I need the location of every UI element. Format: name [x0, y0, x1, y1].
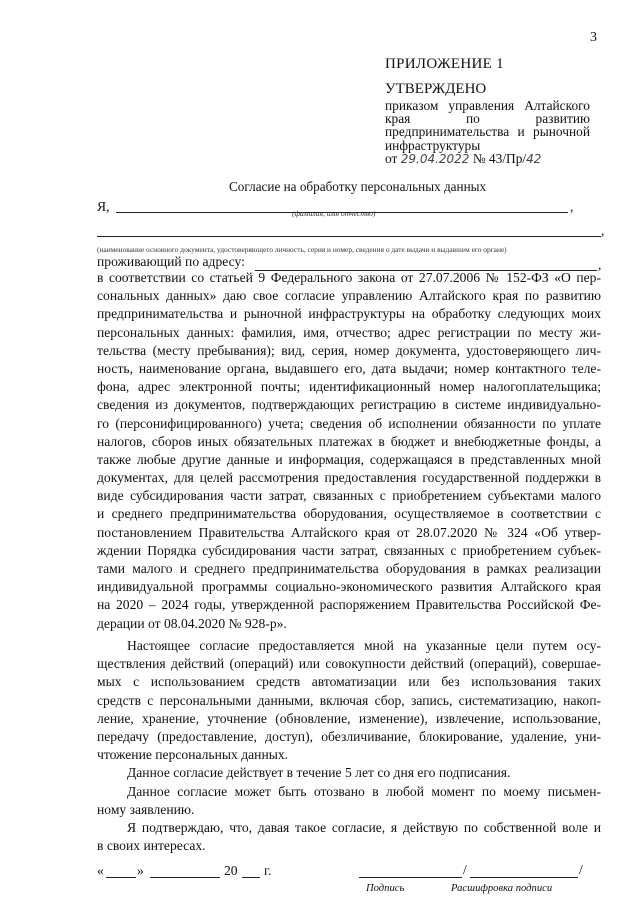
paragraph-line: налогов, сборов иных обязательных платежах в бюджет и внебюджетные фонды, а: [97, 433, 601, 449]
paragraph-line: фона, адрес электронной почты; идентификационный номер налогоплательщика;: [97, 379, 601, 395]
paragraph-line: тельства (месту пребывания); вид, серия, номер документа, удостоверяющего лич-: [97, 342, 601, 358]
fio-comma: ,: [570, 199, 574, 214]
paragraph-line: мых с использованием средств автоматизации или без использования таких: [97, 674, 601, 690]
approved-label: УТВЕРЖДЕНО: [385, 81, 487, 97]
paragraph-line: ному заявлению.: [97, 802, 195, 818]
paragraph-line: тами малого и среднего предпринимательства оборудования в рамках реализации: [97, 561, 601, 576]
paragraph-line: дерации от 08.04.2020 № 928-р».: [97, 615, 287, 631]
paragraph-line: ность, наименование органа, выдавшего его, дата выдачи; номер контактного теле-: [97, 360, 601, 376]
paragraph-line: индивидуальной программы социально-экономического развития Алтайского края: [97, 579, 601, 595]
paragraph-confirmation: [97, 819, 601, 855]
date-open-quote: «: [97, 863, 104, 878]
paragraph-line: ществления действий (операций) или совокупности действий (операций), совершае-: [97, 656, 601, 672]
order-number-prefix: № 43/Пр/: [472, 151, 527, 166]
paragraph-line: также любые другие данные и информация, содержащаяся в представленных мной: [97, 451, 601, 467]
decode-slash: /: [579, 862, 583, 877]
address-comma: ,: [598, 257, 602, 272]
decode-caption: Расшифровка подписи: [451, 883, 553, 894]
paragraph-line: документах, для целей рассмотрения предоставления государственной поддержки в: [97, 470, 601, 486]
paragraph-line: персональных данных: фамилия, имя, отчество; адрес регистрации по месту жи-: [97, 324, 601, 340]
decode-field-line[interactable]: [470, 877, 578, 878]
order-date-prefix: от: [385, 151, 398, 166]
paragraph-line: сведения из документов, подтверждающих регистрацию в системе индивидуально-: [97, 397, 601, 413]
signature-field-line[interactable]: [359, 877, 462, 878]
order-text: приказом управления Алтайского края по развитию предпринимательства и рыночной инфраструктуры: [385, 98, 590, 153]
document-title: Согласие на обработку персональных данных: [229, 179, 487, 194]
paragraph-line: в своих интересах.: [97, 838, 206, 854]
signature-slash: /: [463, 862, 467, 877]
paragraph-line: передачу (предоставление, доступ), обезличивание, блокирование, удаление, уни-: [97, 728, 601, 744]
day-field-line[interactable]: [106, 877, 136, 878]
paragraph-line: средств с персональными данными, включая сбор, запись, систематизацию, накоп-: [97, 692, 601, 708]
paragraph-consent: [97, 269, 601, 633]
paragraph-line: сональных данных» даю свое согласие управлению Алтайского края по развитию: [97, 288, 601, 304]
paragraph-line: ление, хранение, уточнение (обновление, изменение), извлечение, использование,: [97, 710, 601, 726]
paragraph-processing: [97, 637, 601, 764]
year-field-line[interactable]: [242, 877, 260, 878]
paragraph-line: Данное согласие может быть отозвано в любой момент по моему письмен-: [127, 784, 601, 799]
paragraph-line: и среднего предпринимательства оборудования, осуществляемое в соответствии с: [97, 506, 601, 522]
paragraph-line: Я подтверждаю, что, давая такое согласие, я действую по собственной воле и: [127, 820, 601, 835]
year-suffix: г.: [264, 863, 272, 878]
paragraph-line: ждении Порядка субсидирования части затрат, связанных с приобретением субъек-: [97, 542, 601, 558]
fio-caption: (фамилия, имя отчество): [292, 209, 376, 218]
ya-label: Я,: [97, 199, 110, 214]
paragraph-line: предпринимательства и рыночной инфраструктуры на обработку следующих моих: [97, 306, 601, 322]
signature-caption: Подпись: [366, 883, 405, 894]
paragraph-line: го (персонифицированного) учета; сведения об исполнении обязанности по уплате: [97, 415, 601, 431]
appendix-label: ПРИЛОЖЕНИЕ 1: [385, 56, 504, 72]
page-number: 3: [590, 30, 597, 45]
paragraph-revocation: [97, 783, 601, 819]
date-close-quote: »: [137, 863, 144, 878]
month-field-line[interactable]: [150, 877, 220, 878]
paragraph-validity: Данное согласие действует в течение 5 лет со дня его подписания.: [127, 765, 511, 780]
paragraph-line: Настоящее согласие предоставляется мной на указанные цели путем осу-: [127, 638, 601, 653]
paragraph-line: постановлением Правительства Алтайского края от 28.07.2020 № 324 «Об утвер-: [97, 524, 601, 540]
paragraph-line: в соответствии со статьей 9 Федерального закона от 27.07.2006 № 152-ФЗ «О пер-: [97, 270, 601, 285]
document-comma: ,: [601, 223, 605, 238]
paragraph-line: чтожение персональных данных.: [97, 747, 289, 763]
paragraph-line: виде субсидирования части затрат, связанных с приобретением субъектами малого: [97, 488, 601, 504]
year-prefix: 20: [224, 863, 238, 878]
paragraph-line: на 2020 – 2024 годы, утвержденной распоряжением Правительства Российской Фе-: [97, 597, 601, 613]
order-date-handwritten: 29.04.2022: [400, 152, 470, 166]
order-number-handwritten: 42: [526, 152, 542, 166]
document-field-line[interactable]: [97, 236, 601, 237]
order-date-line: [385, 151, 541, 167]
address-label: проживающий по адресу:: [97, 254, 245, 269]
document-caption: (наименование основного документа, удостоверяющего личность, серия и номер, сведения о дате выдачи и выдавшем его органе): [97, 245, 507, 254]
